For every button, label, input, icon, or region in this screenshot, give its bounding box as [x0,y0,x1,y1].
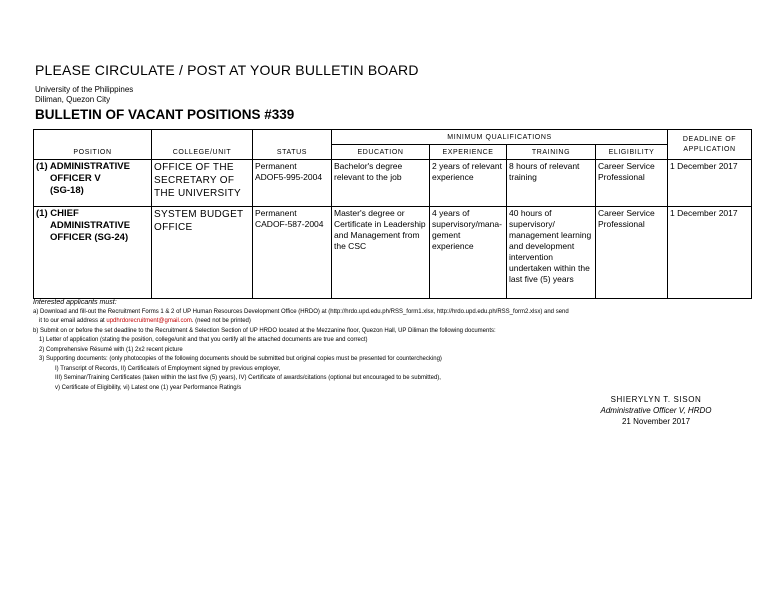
instruction-b3: 3) Supporting documents: (only photocopies of the following documents should be submitted but original copies must be presented for counterchecking) [39,356,442,362]
position-line-2: ADMINISTRATIVE [50,220,131,231]
university-block [35,85,133,105]
status-line-1: Permanent [255,208,297,218]
table-row [34,207,752,299]
instruction-b2: 2) Comprehensive Résumé with (1) 2x2 recent picture [39,346,183,353]
header-position: POSITION [34,130,152,160]
recruitment-email-link[interactable]: updhrdorecruitment@gmail.com [106,318,192,324]
position-line-3: OFFICER (SG-24) [50,232,129,243]
signature-block [576,394,736,427]
status-line-1: Permanent [255,161,297,171]
signatory-name: SHIERYLYN T. SISON [610,395,702,404]
instruction-b3-iii: III) Seminar/Training Certificates (taken within the last five (5) years), IV) Certificate of awards/citations (optional but encouraged to be submitted), [55,375,441,381]
header-deadline-line2: APPLICATION [683,146,736,153]
signatory-title: Administrative Officer V, HRDO [600,406,712,415]
instruction-a-suffix: . (need not be printed) [191,318,251,324]
header-experience: EXPERIENCE [430,145,507,160]
signature-date: 21 November 2017 [621,417,691,426]
cell-college: OFFICE OF THE SECRETARY OF THE UNIVERSITY [152,160,253,207]
application-instructions [33,298,693,393]
cell-status [253,160,332,207]
position-line-1: (1) CHIEF [36,208,79,219]
table-row [34,160,752,207]
status-line-2: ADOF5-995-2004 [255,172,323,182]
cell-education: Master's degree or Certificate in Leadership and Management from the CSC [332,207,430,299]
header-deadline-line1: DEADLINE OF [682,136,737,143]
instruction-a-line2 [33,317,693,327]
instruction-b1: 1) Letter of application (stating the position, college/unit and that you certify all the attached documents are true and correct) [39,337,368,343]
instruction-b: b) Submit on or before the set deadline to the Recruitment & Selection Section of UP HRDO located at the Mezzanine floor, Quezon Hall, UP Diliman the following documents: [33,327,496,334]
university-location: Diliman, Quezon City [35,95,111,104]
header-training: TRAINING [507,145,596,160]
cell-training: 40 hours of supervisory/ management learning and development intervention undertaken within the last five (5) years [507,207,596,299]
instructions-title: Interested applicants must: [33,299,117,306]
bulletin-title: BULLETIN OF VACANT POSITIONS #339 [35,107,295,122]
vacant-positions-table [33,129,752,299]
university-name: University of the Philippines [35,85,134,94]
header-education: EDUCATION [332,145,430,160]
position-line-1: (1) ADMINISTRATIVE [36,161,130,172]
cell-experience: 4 years of supervisory/mana-gement experience [430,207,507,299]
header-college: COLLEGE/UNIT [152,130,253,160]
instruction-b3-i: I) Transcript of Records, II) Certificate/s of Employment signed by previous employer, [55,365,281,372]
header-eligibility: ELIGIBILITY [596,145,668,160]
cell-experience: 2 years of relevant experience [430,160,507,207]
position-line-3: (SG-18) [50,185,84,196]
header-deadline [668,130,752,160]
cell-education: Bachelor's degree relevant to the job [332,160,430,207]
cell-position [34,207,152,299]
circulate-heading: PLEASE CIRCULATE / POST AT YOUR BULLETIN BOARD [35,62,419,78]
cell-eligibility: Career Service Professional [596,207,668,299]
instruction-a-prefix: it to our email address at [39,318,107,324]
header-minimum-qualifications: MINIMUM QUALIFICATIONS [332,130,668,145]
header-status-top [253,130,332,145]
position-line-2: OFFICER V [50,173,101,184]
cell-position [34,160,152,207]
status-line-2: CADOF-587-2004 [255,219,324,229]
instruction-b3-v: v) Certificate of Eligibility, vi) Latest one (1) year Performance Rating/s [55,384,242,391]
cell-deadline: 1 December 2017 [668,160,752,207]
cell-deadline: 1 December 2017 [668,207,752,299]
cell-training: 8 hours of relevant training [507,160,596,207]
table-header-row-1 [34,130,752,145]
cell-status [253,207,332,299]
instruction-a-line1: a) Download and fill-out the Recruitment Forms 1 & 2 of UP Human Resources Development Office (HRDO) at (http://hrdo.upd.edu.ph/RSS_form1.xlsx, http://hrdo.upd.edu.ph/RSS_form2.xlsx) and send [33,308,569,315]
cell-eligibility: Career Service Professional [596,160,668,207]
cell-college: SYSTEM BUDGET OFFICE [152,207,253,299]
header-status: STATUS [253,145,332,160]
